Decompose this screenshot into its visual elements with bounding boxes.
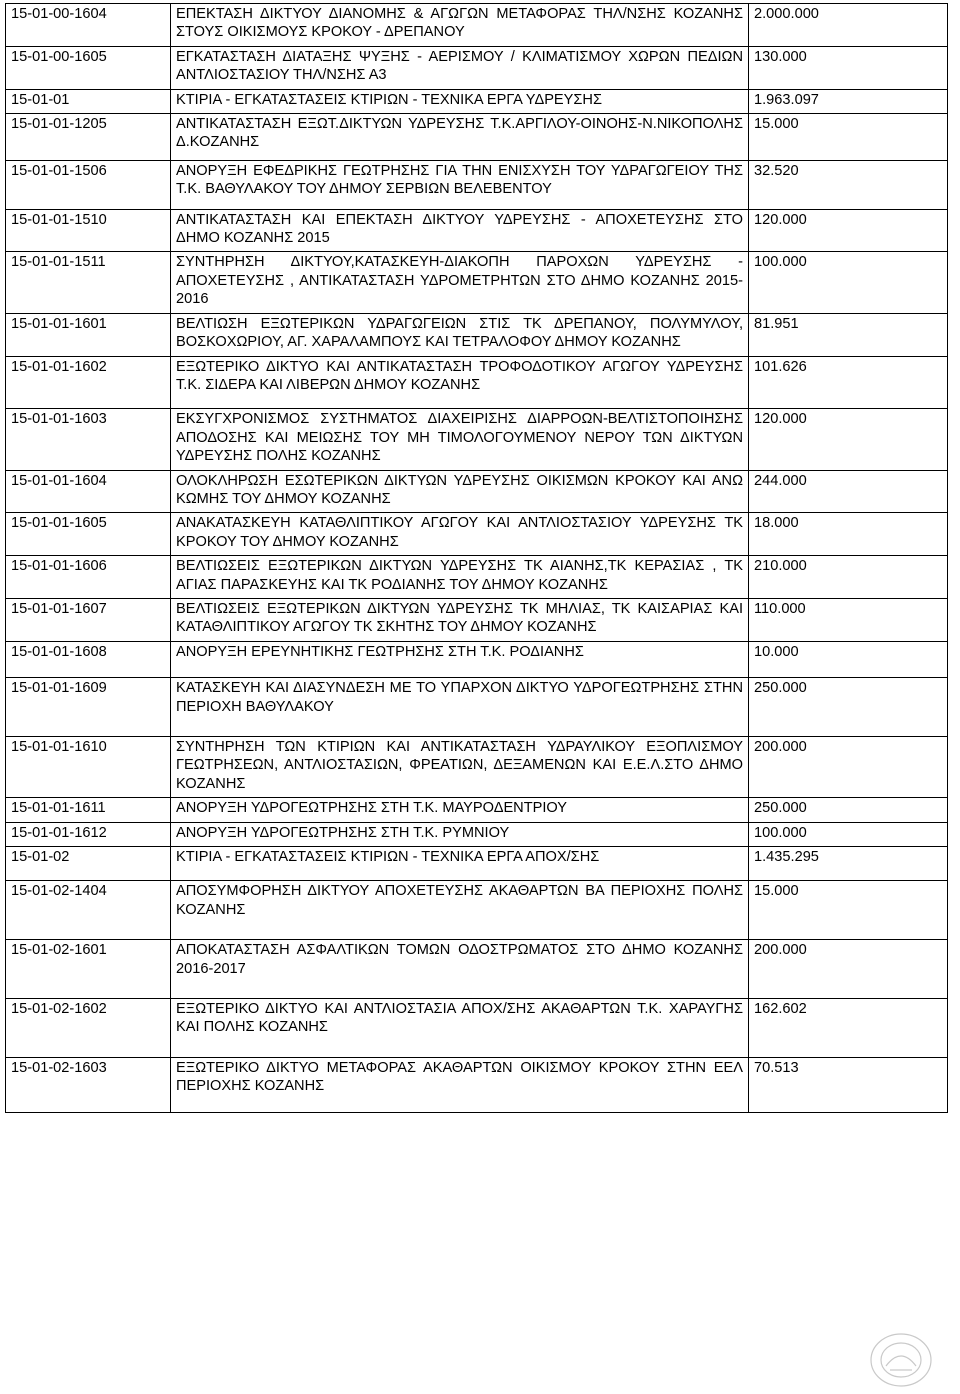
- budget-amount-cell: 1.435.295: [749, 847, 948, 881]
- budget-amount-cell: 15.000: [749, 114, 948, 161]
- budget-code-cell: 15-01-01-1601: [6, 313, 171, 356]
- budget-description-cell: ΕΠΕΚΤΑΣΗ ΔΙΚΤΥΟΥ ΔΙΑΝΟΜΗΣ & ΑΓΩΓΩΝ ΜΕΤΑΦΟΡΑΣ ΤΗΛ/ΝΣΗΣ ΚΟΖΑΝΗΣ ΣΤΟΥΣ ΟΙΚΙΣΜΟΥΣ ΚΡΟΚΟΥ - ΔΡΕΠΑΝΟΥ: [171, 4, 749, 47]
- budget-code-cell: 15-01-02: [6, 847, 171, 881]
- budget-description-cell: ΑΝΟΡΥΞΗ ΥΔΡΟΓΕΩΤΡΗΣΗΣ ΣΤΗ Τ.Κ. ΡΥΜΝΙΟΥ: [171, 822, 749, 846]
- budget-row: [6, 409, 948, 470]
- budget-description-cell: ΒΕΛΤΙΩΣΕΙΣ ΕΞΩΤΕΡΙΚΩΝ ΔΙΚΤΥΩΝ ΥΔΡΕΥΣΗΣ ΤΚ ΜΗΛΙΑΣ, ΤΚ ΚΑΙΣΑΡΙΑΣ ΚΑΙ ΚΑΤΑΘΛΙΠΤΙΚΟΥ ΑΓΩΓΟΥ ΤΚ ΣΚΗΤΗΣ ΤΟΥ ΔΗΜΟΥ ΚΟΖΑΝΗΣ: [171, 598, 749, 641]
- budget-amount-cell: 2.000.000: [749, 4, 948, 47]
- budget-amount-cell: 162.602: [749, 999, 948, 1058]
- budget-description-cell: ΣΥΝΤΗΡΗΣΗ ΔΙΚΤΥΟΥ,ΚΑΤΑΣΚΕΥΗ-ΔΙΑΚΟΠΗ ΠΑΡΟΧΩΝ ΥΔΡΕΥΣΗΣ - ΑΠΟΧΕΤΕΥΣΗΣ , ΑΝΤΙΚΑΤΑΣΤΑΣΗ ΥΔΡΟΜΕΤΡΗΤΩΝ ΣΤΟ ΔΗΜΟ ΚΟΖΑΝΗΣ 2015-2016: [171, 252, 749, 313]
- budget-row: [6, 252, 948, 313]
- budget-row: [6, 313, 948, 356]
- budget-amount-cell: 100.000: [749, 822, 948, 846]
- budget-description-cell: ΕΞΩΤΕΡΙΚΟ ΔΙΚΤΥΟ ΚΑΙ ΑΝΤΛΙΟΣΤΑΣΙΑ ΑΠΟΧ/ΣΗΣ ΑΚΑΘΑΡΤΩΝ Τ.Κ. ΧΑΡΑΥΓΗΣ ΚΑΙ ΠΟΛΗΣ ΚΟΖΑΝΗΣ: [171, 999, 749, 1058]
- budget-code-cell: 15-01-01-1604: [6, 470, 171, 513]
- budget-code-cell: 15-01-01-1609: [6, 678, 171, 737]
- budget-row: [6, 114, 948, 161]
- budget-code-cell: 15-01-01-1602: [6, 356, 171, 409]
- budget-amount-cell: 18.000: [749, 513, 948, 556]
- budget-code-cell: 15-01-01-1506: [6, 160, 171, 209]
- budget-description-cell: ΑΝΤΙΚΑΤΑΣΤΑΣΗ ΚΑΙ ΕΠΕΚΤΑΣΗ ΔΙΚΤΥΟΥ ΥΔΡΕΥΣΗΣ - ΑΠΟΧΕΤΕΥΣΗΣ ΣΤΟ ΔΗΜΟ ΚΟΖΑΝΗΣ 2015: [171, 209, 749, 252]
- budget-code-cell: 15-01-01-1611: [6, 798, 171, 822]
- budget-code-cell: 15-01-01-1612: [6, 822, 171, 846]
- budget-row: [6, 999, 948, 1058]
- budget-amount-cell: 244.000: [749, 470, 948, 513]
- budget-description-cell: ΑΝΟΡΥΞΗ ΕΡΕΥΝΗΤΙΚΗΣ ΓΕΩΤΡΗΣΗΣ ΣΤΗ Τ.Κ. ΡΟΔΙΑΝΗΣ: [171, 641, 749, 677]
- budget-row: [6, 737, 948, 798]
- budget-code-cell: 15-01-02-1602: [6, 999, 171, 1058]
- budget-code-cell: 15-01-00-1604: [6, 4, 171, 47]
- budget-row: [6, 470, 948, 513]
- budget-row: [6, 881, 948, 940]
- budget-code-cell: 15-01-02-1603: [6, 1057, 171, 1112]
- budget-row: [6, 598, 948, 641]
- budget-description-cell: ΕΞΩΤΕΡΙΚΟ ΔΙΚΤΥΟ ΚΑΙ ΑΝΤΙΚΑΤΑΣΤΑΣΗ ΤΡΟΦΟΔΟΤΙΚΟΥ ΑΓΩΓΟΥ ΥΔΡΕΥΣΗΣ Τ.Κ. ΣΙΔΕΡΑ ΚΑΙ ΛΙΒΕΡΩΝ ΔΗΜΟΥ ΚΟΖΑΝΗΣ: [171, 356, 749, 409]
- budget-row: [6, 209, 948, 252]
- budget-table: [5, 3, 948, 1113]
- budget-amount-cell: 200.000: [749, 940, 948, 999]
- budget-amount-cell: 200.000: [749, 737, 948, 798]
- budget-code-cell: 15-01-01-1608: [6, 641, 171, 677]
- budget-code-cell: 15-01-01-1607: [6, 598, 171, 641]
- budget-description-cell: ΚΤΙΡΙΑ - ΕΓΚΑΤΑΣΤΑΣΕΙΣ ΚΤΙΡΙΩΝ - ΤΕΧΝΙΚΑ ΕΡΓΑ ΑΠΟΧ/ΣΗΣ: [171, 847, 749, 881]
- budget-description-cell: ΑΝΑΚΑΤΑΣΚΕΥΗ ΚΑΤΑΘΛΙΠΤΙΚΟΥ ΑΓΩΓΟΥ ΚΑΙ ΑΝΤΛΙΟΣΤΑΣΙΟΥ ΥΔΡΕΥΣΗΣ ΤΚ ΚΡΟΚΟΥ ΤΟΥ ΔΗΜΟΥ ΚΟΖΑΝΗΣ: [171, 513, 749, 556]
- budget-amount-cell: 100.000: [749, 252, 948, 313]
- budget-amount-cell: 120.000: [749, 409, 948, 470]
- budget-code-cell: 15-01-01-1606: [6, 556, 171, 599]
- budget-row: [6, 678, 948, 737]
- budget-amount-cell: 101.626: [749, 356, 948, 409]
- municipality-logo-watermark: [866, 1330, 936, 1390]
- budget-description-cell: ΑΝΟΡΥΞΗ ΕΦΕΔΡΙΚΗΣ ΓΕΩΤΡΗΣΗΣ ΓΙΑ ΤΗΝ ΕΝΙΣΧΥΣΗ ΤΟΥ ΥΔΡΑΓΩΓΕΙΟΥ ΤΗΣ Τ.Κ. ΒΑΘΥΛΑΚΟΥ ΤΟΥ ΔΗΜΟΥ ΣΕΡΒΙΩΝ ΒΕΛΕΒΕΝΤΟΥ: [171, 160, 749, 209]
- budget-row: [6, 847, 948, 881]
- budget-description-cell: ΒΕΛΤΙΩΣΗ ΕΞΩΤΕΡΙΚΩΝ ΥΔΡΑΓΩΓΕΙΩΝ ΣΤΙΣ ΤΚ ΔΡΕΠΑΝΟΥ, ΠΟΛΥΜΥΛΟΥ, ΒΟΣΚΟΧΩΡΙΟΥ, ΑΓ. ΧΑΡΑΛΑΜΠΟΥΣ ΚΑΙ ΤΕΤΡΑΛΟΦΟΥ ΔΗΜΟΥ ΚΟΖΑΝΗΣ: [171, 313, 749, 356]
- budget-code-cell: 15-01-01-1605: [6, 513, 171, 556]
- budget-code-cell: 15-01-01-1511: [6, 252, 171, 313]
- budget-code-cell: 15-01-00-1605: [6, 46, 171, 89]
- budget-amount-cell: 70.513: [749, 1057, 948, 1112]
- budget-amount-cell: 250.000: [749, 678, 948, 737]
- budget-row: [6, 822, 948, 846]
- budget-row: [6, 556, 948, 599]
- budget-description-cell: ΒΕΛΤΙΩΣΕΙΣ ΕΞΩΤΕΡΙΚΩΝ ΔΙΚΤΥΩΝ ΥΔΡΕΥΣΗΣ ΤΚ ΑΙΑΝΗΣ,ΤΚ ΚΕΡΑΣΙΑΣ , ΤΚ ΑΓΙΑΣ ΠΑΡΑΣΚΕΥΗΣ ΚΑΙ ΤΚ ΡΟΔΙΑΝΗΣ ΤΟΥ ΔΗΜΟΥ ΚΟΖΑΝΗΣ: [171, 556, 749, 599]
- budget-amount-cell: 250.000: [749, 798, 948, 822]
- budget-amount-cell: 15.000: [749, 881, 948, 940]
- budget-amount-cell: 32.520: [749, 160, 948, 209]
- budget-code-cell: 15-01-01-1610: [6, 737, 171, 798]
- budget-row: [6, 160, 948, 209]
- budget-amount-cell: 81.951: [749, 313, 948, 356]
- budget-description-cell: ΑΝΟΡΥΞΗ ΥΔΡΟΓΕΩΤΡΗΣΗΣ ΣΤΗ Τ.Κ. ΜΑΥΡΟΔΕΝΤΡΙΟΥ: [171, 798, 749, 822]
- budget-row: [6, 798, 948, 822]
- budget-description-cell: ΟΛΟΚΛΗΡΩΣΗ ΕΣΩΤΕΡΙΚΩΝ ΔΙΚΤΥΩΝ ΥΔΡΕΥΣΗΣ ΟΙΚΙΣΜΩΝ ΚΡΟΚΟΥ ΚΑΙ ΑΝΩ ΚΩΜΗΣ ΤΟΥ ΔΗΜΟΥ ΚΟΖΑΝΗΣ: [171, 470, 749, 513]
- budget-row: [6, 4, 948, 47]
- budget-code-cell: 15-01-01-1205: [6, 114, 171, 161]
- budget-description-cell: ΚΑΤΑΣΚΕΥΗ ΚΑΙ ΔΙΑΣΥΝΔΕΣΗ ΜΕ ΤΟ ΥΠΑΡΧΟΝ ΔΙΚΤΥΟ ΥΔΡΟΓΕΩΤΡΗΣΗΣ ΣΤΗΝ ΠΕΡΙΟΧΗ ΒΑΘΥΛΑΚΟΥ: [171, 678, 749, 737]
- budget-description-cell: ΕΓΚΑΤΑΣΤΑΣΗ ΔΙΑΤΑΞΗΣ ΨΥΞΗΣ - ΑΕΡΙΣΜΟΥ / ΚΛΙΜΑΤΙΣΜΟΥ ΧΩΡΩΝ ΠΕΔΙΩΝ ΑΝΤΛΙΟΣΤΑΣΙΟΥ ΤΗΛ/ΝΣΗΣ Α3: [171, 46, 749, 89]
- budget-description-cell: ΑΝΤΙΚΑΤΑΣΤΑΣΗ ΕΞΩΤ.ΔΙΚΤΥΩΝ ΥΔΡΕΥΣΗΣ Τ.Κ.ΑΡΓΙΛΟΥ-ΟΙΝΟΗΣ-Ν.ΝΙΚΟΠΟΛΗΣ Δ.ΚΟΖΑΝΗΣ: [171, 114, 749, 161]
- budget-description-cell: ΕΞΩΤΕΡΙΚΟ ΔΙΚΤΥΟ ΜΕΤΑΦΟΡΑΣ ΑΚΑΘΑΡΤΩΝ ΟΙΚΙΣΜΟΥ ΚΡΟΚΟΥ ΣΤΗΝ ΕΕΛ ΠΕΡΙΟΧΗΣ ΚΟΖΑΝΗΣ: [171, 1057, 749, 1112]
- budget-row: [6, 89, 948, 113]
- budget-row: [6, 641, 948, 677]
- budget-amount-cell: 110.000: [749, 598, 948, 641]
- budget-row: [6, 1057, 948, 1112]
- budget-row: [6, 356, 948, 409]
- budget-code-cell: 15-01-02-1601: [6, 940, 171, 999]
- budget-code-cell: 15-01-01-1603: [6, 409, 171, 470]
- budget-amount-cell: 1.963.097: [749, 89, 948, 113]
- budget-description-cell: ΚΤΙΡΙΑ - ΕΓΚΑΤΑΣΤΑΣΕΙΣ ΚΤΙΡΙΩΝ - ΤΕΧΝΙΚΑ ΕΡΓΑ ΥΔΡΕΥΣΗΣ: [171, 89, 749, 113]
- budget-amount-cell: 130.000: [749, 46, 948, 89]
- budget-code-cell: 15-01-02-1404: [6, 881, 171, 940]
- budget-amount-cell: 210.000: [749, 556, 948, 599]
- budget-amount-cell: 120.000: [749, 209, 948, 252]
- budget-description-cell: ΣΥΝΤΗΡΗΣΗ ΤΩΝ ΚΤΙΡΙΩΝ ΚΑΙ ΑΝΤΙΚΑΤΑΣΤΑΣΗ ΥΔΡΑΥΛΙΚΟΥ ΕΞΟΠΛΙΣΜΟΥ ΓΕΩΤΡΗΣΕΩΝ, ΑΝΤΛΙΟΣΤΑΣΙΩΝ, ΦΡΕΑΤΙΩΝ, ΔΕΞΑΜΕΝΩΝ ΚΑΙ Ε.Ε.Λ.ΣΤΟ ΔΗΜΟ ΚΟΖΑΝΗΣ: [171, 737, 749, 798]
- budget-amount-cell: 10.000: [749, 641, 948, 677]
- budget-row: [6, 940, 948, 999]
- budget-row: [6, 513, 948, 556]
- budget-table-body: [6, 4, 948, 1113]
- budget-code-cell: 15-01-01: [6, 89, 171, 113]
- budget-code-cell: 15-01-01-1510: [6, 209, 171, 252]
- budget-description-cell: ΑΠΟΚΑΤΑΣΤΑΣΗ ΑΣΦΑΛΤΙΚΩΝ ΤΟΜΩΝ ΟΔΟΣΤΡΩΜΑΤΟΣ ΣΤΟ ΔΗΜΟ ΚΟΖΑΝΗΣ 2016-2017: [171, 940, 749, 999]
- budget-row: [6, 46, 948, 89]
- budget-description-cell: ΑΠΟΣΥΜΦΟΡΗΣΗ ΔΙΚΤΥΟΥ ΑΠΟΧΕΤΕΥΣΗΣ ΑΚΑΘΑΡΤΩΝ ΒΑ ΠΕΡΙΟΧΗΣ ΠΟΛΗΣ ΚΟΖΑΝΗΣ: [171, 881, 749, 940]
- budget-description-cell: ΕΚΣΥΓΧΡΟΝΙΣΜΟΣ ΣΥΣΤΗΜΑΤΟΣ ΔΙΑΧΕΙΡΙΣΗΣ ΔΙΑΡΡΟΩΝ-ΒΕΛΤΙΣΤΟΠΟΙΗΣΗΣ ΑΠΟΔΟΣΗΣ ΚΑΙ ΜΕΙΩΣΗΣ ΤΟΥ ΜΗ ΤΙΜΟΛΟΓΟΥΜΕΝΟΥ ΝΕΡΟΥ ΤΩΝ ΔΙΚΤΥΩΝ ΥΔΡΕΥΣΗΣ ΠΟΛΗΣ ΚΟΖΑΝΗΣ: [171, 409, 749, 470]
